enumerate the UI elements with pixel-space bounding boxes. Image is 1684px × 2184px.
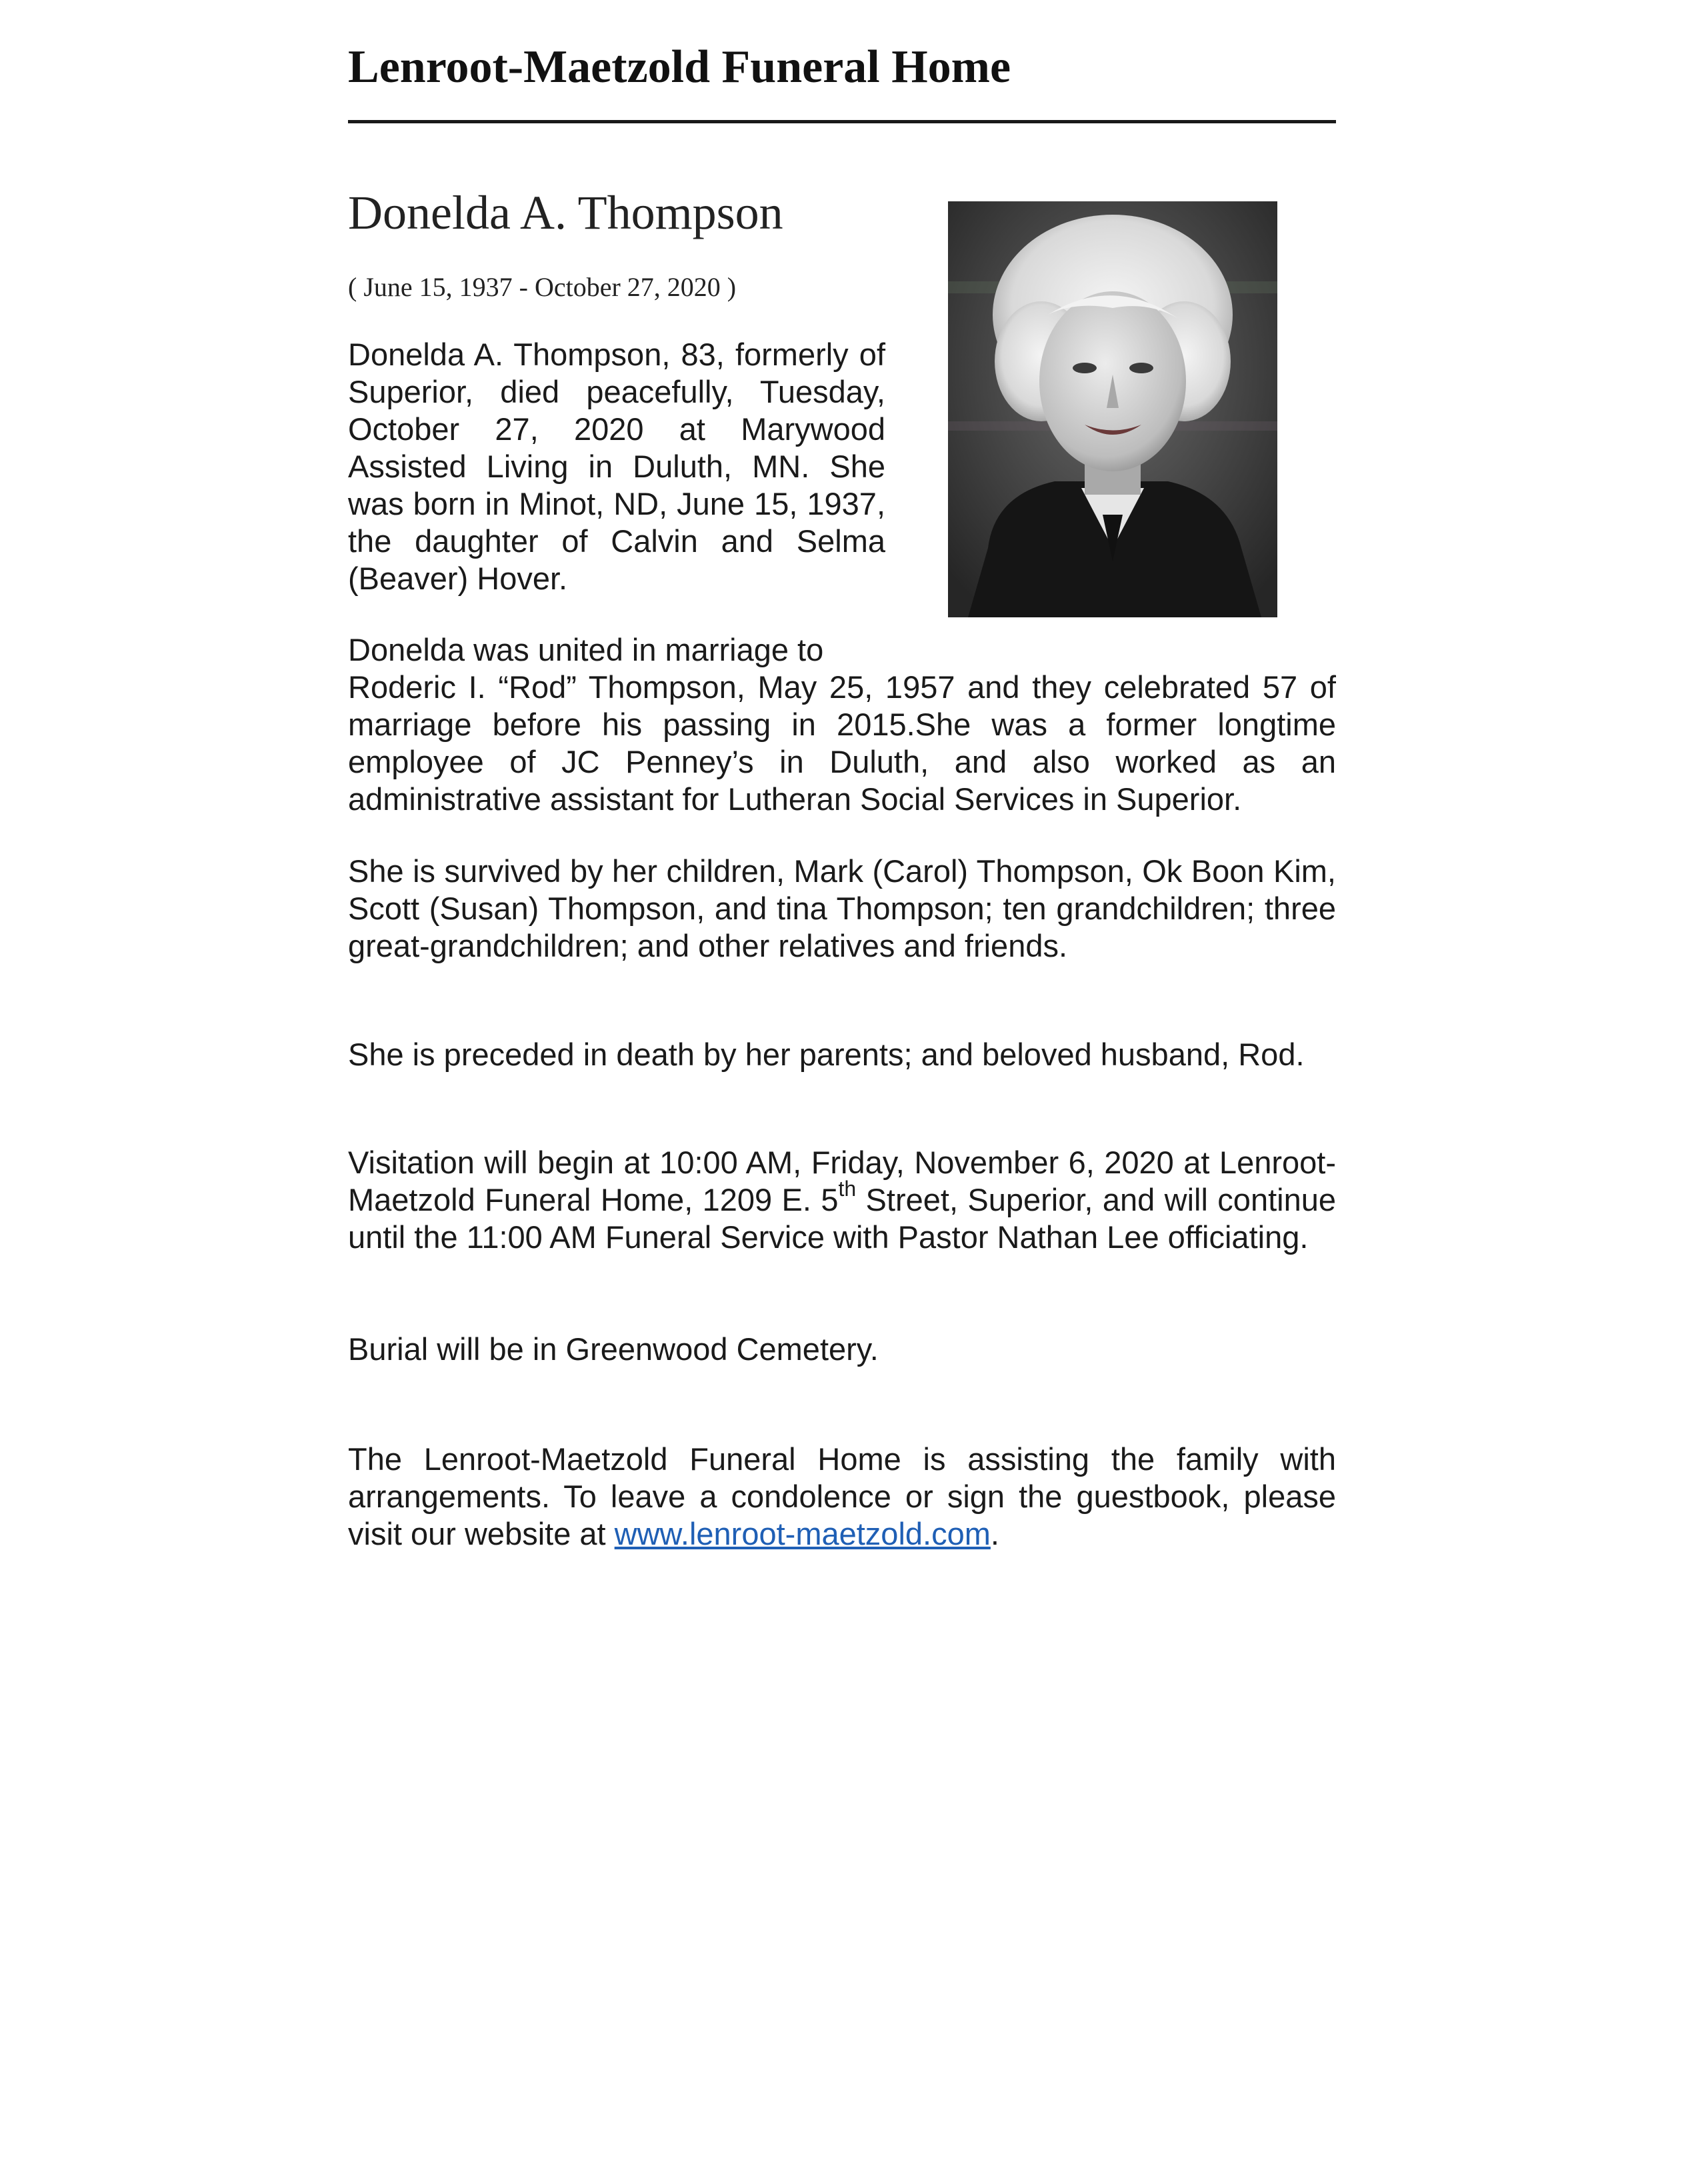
paragraph-marriage-intro: Donelda was united in marriage to <box>348 632 824 667</box>
paragraph-burial: Burial will be in Greenwood Cemetery. <box>348 1331 879 1367</box>
header-divider <box>348 120 1336 123</box>
paragraph-visitation <box>348 1144 1336 1256</box>
visitation-text-start: Visitation will begin at 10:00 AM, Friday, November 6, 2020 at Lenroot-Maetzold Funeral Home, 1209 E. 5 <box>348 1145 1336 1217</box>
life-dates: ( June 15, 1937 - October 27, 2020 ) <box>348 272 737 302</box>
deceased-name: Donelda A. Thompson <box>348 186 783 239</box>
paragraph-marriage-career: Roderic I. “Rod” Thompson, May 25, 1957 and they celebrated 57 of marriage before his passing in 2015.She was a former longtime employee of JC Penney’s in Duluth, and also worked as an administrative assistant for Lutheran Social Services in Superior. <box>348 669 1336 817</box>
paragraph-death-notice: Donelda A. Thompson, 83, formerly of Superior, died peacefully, Tuesday, October 27, 2020 at Marywood Assisted Living in Duluth, MN. She was born in Minot, ND, June 15, 1937, the daughter of Calvin and Selma (Beaver) Hover. <box>348 337 885 596</box>
paragraph-survivors: She is survived by her children, Mark (Carol) Thompson, Ok Boon Kim, Scott (Susan) Thompson, and tina Thompson; ten grandchildren; three great-grandchildren; and other relatives and friends. <box>348 853 1336 963</box>
website-link[interactable]: www.lenroot-maetzold.com <box>614 1516 991 1551</box>
visitation-text-end: Street, Superior, and will continue until the 11:00 AM Funeral Service with Pastor Nathan Lee officiating. <box>348 1182 1336 1255</box>
ordinal-suffix: th <box>838 1177 857 1201</box>
portrait-photo <box>948 201 1277 617</box>
paragraph-arrangements <box>348 1441 1336 1553</box>
arrangements-period: . <box>990 1516 999 1551</box>
arrangements-text: The Lenroot-Maetzold Funeral Home is assisting the family with arrangements. To leave a condolence or sign the guestbook, please visit our website at <box>348 1441 1336 1551</box>
funeral-home-title: Lenroot-Maetzold Funeral Home <box>348 41 1011 93</box>
paragraph-preceded: She is preceded in death by her parents; and beloved husband, Rod. <box>348 1037 1305 1072</box>
